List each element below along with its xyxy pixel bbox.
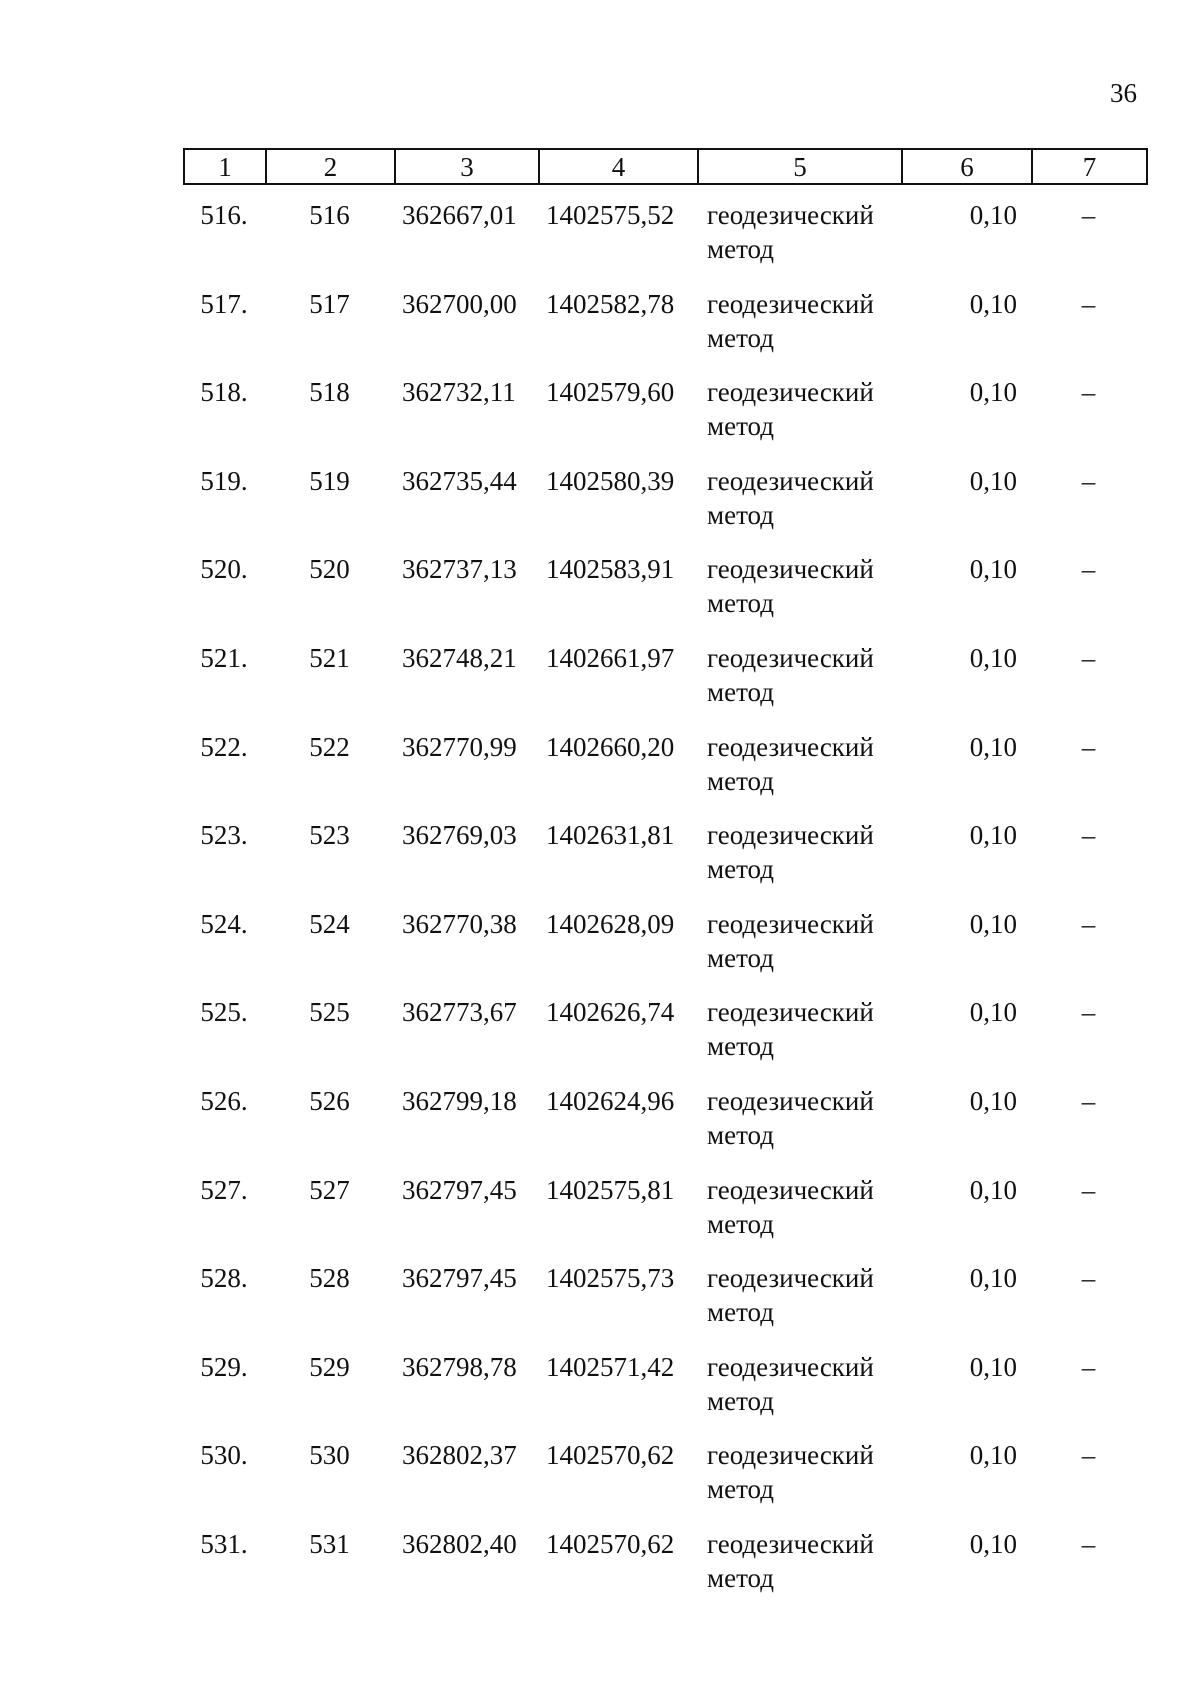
table-row xyxy=(183,552,1146,641)
point-number: 522 xyxy=(309,731,350,762)
y-coordinate: 1402570,62 xyxy=(546,1528,675,1559)
table-row xyxy=(183,641,1146,730)
point-number: 517 xyxy=(309,288,350,319)
method-line-2: метод xyxy=(707,1474,774,1505)
note: – xyxy=(1081,200,1096,230)
method-line-2: метод xyxy=(707,854,774,885)
note: – xyxy=(1081,731,1096,762)
note: – xyxy=(1081,1085,1096,1116)
column-header-3: 3 xyxy=(395,149,539,184)
method-line-1: геодезический xyxy=(707,1440,874,1471)
table-row xyxy=(183,907,1146,996)
note: – xyxy=(1081,1351,1096,1382)
method-line-1: геодезический xyxy=(707,288,874,319)
determination-method xyxy=(697,375,901,464)
y-coordinate: 1402571,42 xyxy=(546,1351,675,1382)
method-line-2: метод xyxy=(707,411,774,442)
accuracy: 0,10 xyxy=(969,465,1017,496)
accuracy: 0,10 xyxy=(969,1351,1017,1382)
page-number: 36 xyxy=(1110,78,1137,108)
note: – xyxy=(1081,820,1096,851)
determination-method xyxy=(697,198,901,287)
row-index: 526. xyxy=(200,1085,248,1116)
note: – xyxy=(1081,642,1096,673)
x-coordinate: 362770,38 xyxy=(402,908,517,939)
y-coordinate: 1402661,97 xyxy=(546,642,675,673)
point-number: 516 xyxy=(309,200,350,230)
determination-method xyxy=(697,730,901,819)
column-header-2: 2 xyxy=(266,149,395,184)
method-line-1: геодезический xyxy=(707,377,874,408)
method-line-2: метод xyxy=(707,1297,774,1328)
method-line-2: метод xyxy=(707,588,774,619)
row-index: 517. xyxy=(200,288,248,319)
accuracy: 0,10 xyxy=(969,288,1017,319)
x-coordinate: 362798,78 xyxy=(402,1351,517,1382)
x-coordinate: 362770,99 xyxy=(402,731,517,762)
determination-method xyxy=(697,464,901,553)
table-row xyxy=(183,1438,1146,1527)
determination-method xyxy=(697,1350,901,1439)
table-row xyxy=(183,1084,1146,1173)
point-number: 528 xyxy=(309,1263,350,1294)
accuracy: 0,10 xyxy=(969,642,1017,673)
determination-method xyxy=(697,287,901,376)
x-coordinate: 362732,11 xyxy=(402,377,516,408)
method-line-1: геодезический xyxy=(707,465,874,496)
method-line-1: геодезический xyxy=(707,554,874,585)
y-coordinate: 1402660,20 xyxy=(546,731,675,762)
method-line-1: геодезический xyxy=(707,1174,874,1205)
note: – xyxy=(1081,1528,1096,1559)
row-index: 523. xyxy=(200,820,248,851)
row-index: 520. xyxy=(200,554,248,585)
column-header-5: 5 xyxy=(698,149,902,184)
point-number: 527 xyxy=(309,1174,350,1205)
table-row xyxy=(183,1350,1146,1439)
determination-method xyxy=(697,1261,901,1350)
determination-method xyxy=(697,1527,901,1616)
accuracy: 0,10 xyxy=(969,1528,1017,1559)
table-row xyxy=(183,287,1146,376)
y-coordinate: 1402579,60 xyxy=(546,377,675,408)
accuracy: 0,10 xyxy=(969,820,1017,851)
note: – xyxy=(1081,1174,1096,1205)
method-line-1: геодезический xyxy=(707,731,874,762)
method-line-1: геодезический xyxy=(707,997,874,1028)
x-coordinate: 362797,45 xyxy=(402,1263,517,1294)
row-index: 522. xyxy=(200,731,248,762)
x-coordinate: 362799,18 xyxy=(402,1085,517,1116)
note: – xyxy=(1081,997,1096,1028)
point-number: 523 xyxy=(309,820,350,851)
method-line-2: метод xyxy=(707,234,774,264)
y-coordinate: 1402575,73 xyxy=(546,1263,675,1294)
accuracy: 0,10 xyxy=(969,997,1017,1028)
accuracy: 0,10 xyxy=(969,1263,1017,1294)
row-index: 529. xyxy=(200,1351,248,1382)
point-number: 518 xyxy=(309,377,350,408)
column-header-4: 4 xyxy=(539,149,698,184)
method-line-1: геодезический xyxy=(707,820,874,851)
method-line-2: метод xyxy=(707,765,774,796)
method-line-1: геодезический xyxy=(707,1085,874,1116)
x-coordinate: 362735,44 xyxy=(402,465,517,496)
method-line-1: геодезический xyxy=(707,200,874,230)
determination-method xyxy=(697,552,901,641)
point-number: 529 xyxy=(309,1351,350,1382)
x-coordinate: 362667,01 xyxy=(402,200,517,230)
method-line-1: геодезический xyxy=(707,1351,874,1382)
note: – xyxy=(1081,377,1096,408)
point-number: 530 xyxy=(309,1440,350,1471)
method-line-2: метод xyxy=(707,499,774,530)
accuracy: 0,10 xyxy=(969,731,1017,762)
row-index: 527. xyxy=(200,1174,248,1205)
table-row xyxy=(183,464,1146,553)
determination-method xyxy=(697,1438,901,1527)
column-header-1: 1 xyxy=(184,149,266,184)
accuracy: 0,10 xyxy=(969,554,1017,585)
table-row xyxy=(183,995,1146,1084)
determination-method xyxy=(697,818,901,907)
accuracy: 0,10 xyxy=(969,908,1017,939)
table-row xyxy=(183,1173,1146,1262)
coordinates-table-body xyxy=(183,198,1146,1616)
x-coordinate: 362737,13 xyxy=(402,554,517,585)
method-line-1: геодезический xyxy=(707,908,874,939)
column-header-6: 6 xyxy=(902,149,1032,184)
method-line-2: метод xyxy=(707,1119,774,1150)
x-coordinate: 362773,67 xyxy=(402,997,517,1028)
row-index: 524. xyxy=(200,908,248,939)
column-header-row xyxy=(183,148,1148,185)
y-coordinate: 1402570,62 xyxy=(546,1440,675,1471)
determination-method xyxy=(697,1173,901,1262)
point-number: 526 xyxy=(309,1085,350,1116)
y-coordinate: 1402575,52 xyxy=(546,200,675,230)
x-coordinate: 362700,00 xyxy=(402,288,517,319)
method-line-1: геодезический xyxy=(707,1528,874,1559)
point-number: 524 xyxy=(309,908,350,939)
row-index: 521. xyxy=(200,642,248,673)
x-coordinate: 362769,03 xyxy=(402,820,517,851)
y-coordinate: 1402580,39 xyxy=(546,465,675,496)
accuracy: 0,10 xyxy=(969,1174,1017,1205)
method-line-2: метод xyxy=(707,1208,774,1239)
method-line-2: метод xyxy=(707,942,774,973)
row-index: 516. xyxy=(200,200,248,230)
accuracy: 0,10 xyxy=(969,1085,1017,1116)
determination-method xyxy=(697,1084,901,1173)
column-header-7: 7 xyxy=(1032,149,1147,184)
method-line-2: метод xyxy=(707,1562,774,1593)
row-index: 531. xyxy=(200,1528,248,1559)
accuracy: 0,10 xyxy=(969,377,1017,408)
table-row xyxy=(183,1261,1146,1350)
coordinates-table xyxy=(183,198,1146,1616)
table-row xyxy=(183,198,1146,287)
point-number: 519 xyxy=(309,465,350,496)
y-coordinate: 1402582,78 xyxy=(546,288,675,319)
note: – xyxy=(1081,1263,1096,1294)
row-index: 530. xyxy=(200,1440,248,1471)
x-coordinate: 362748,21 xyxy=(402,642,517,673)
point-number: 521 xyxy=(309,642,350,673)
table-row xyxy=(183,730,1146,819)
table-row xyxy=(183,818,1146,907)
determination-method xyxy=(697,907,901,996)
note: – xyxy=(1081,554,1096,585)
method-line-2: метод xyxy=(707,1031,774,1062)
note: – xyxy=(1081,465,1096,496)
y-coordinate: 1402583,91 xyxy=(546,554,675,585)
y-coordinate: 1402631,81 xyxy=(546,820,675,851)
method-line-1: геодезический xyxy=(707,642,874,673)
table-row xyxy=(183,1527,1146,1616)
determination-method xyxy=(697,641,901,730)
y-coordinate: 1402624,96 xyxy=(546,1085,675,1116)
x-coordinate: 362802,37 xyxy=(402,1440,517,1471)
row-index: 528. xyxy=(200,1263,248,1294)
accuracy: 0,10 xyxy=(969,1440,1017,1471)
note: – xyxy=(1081,1440,1096,1471)
row-index: 518. xyxy=(200,377,248,408)
determination-method xyxy=(697,995,901,1084)
note: – xyxy=(1081,908,1096,939)
y-coordinate: 1402628,09 xyxy=(546,908,675,939)
point-number: 525 xyxy=(309,997,350,1028)
point-number: 520 xyxy=(309,554,350,585)
note: – xyxy=(1081,288,1096,319)
y-coordinate: 1402575,81 xyxy=(546,1174,675,1205)
y-coordinate: 1402626,74 xyxy=(546,997,675,1028)
x-coordinate: 362802,40 xyxy=(402,1528,517,1559)
x-coordinate: 362797,45 xyxy=(402,1174,517,1205)
table-row xyxy=(183,375,1146,464)
row-index: 519. xyxy=(200,465,248,496)
accuracy: 0,10 xyxy=(969,200,1017,230)
method-line-2: метод xyxy=(707,1385,774,1416)
method-line-1: геодезический xyxy=(707,1263,874,1294)
row-index: 525. xyxy=(200,997,248,1028)
method-line-2: метод xyxy=(707,676,774,707)
method-line-2: метод xyxy=(707,322,774,353)
point-number: 531 xyxy=(309,1528,350,1559)
